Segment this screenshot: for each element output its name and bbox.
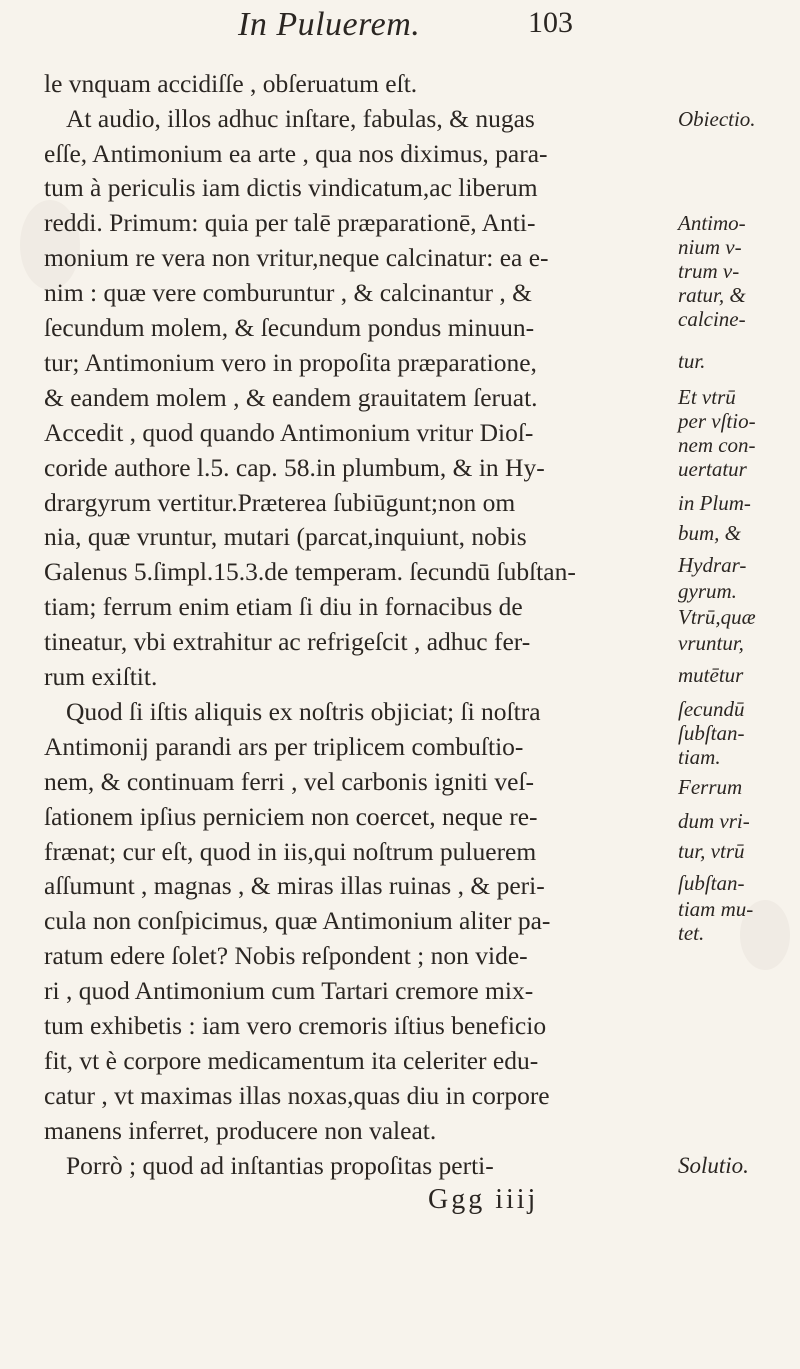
- text-line: catur , vt maximas illas noxas,quas diu in corpore: [44, 1081, 550, 1110]
- margin-note: Et vtrū: [678, 385, 736, 409]
- text-line: nem, & continuam ferri , vel carbonis igniti veſ-: [44, 767, 535, 796]
- text-line: manens inferret, producere non valeat.: [44, 1116, 437, 1145]
- margin-note: nium v-: [678, 235, 742, 259]
- text-line: ſecundum molem, & ſecundum pondus minuun-: [44, 313, 535, 342]
- margin-note: nem con-: [678, 433, 756, 457]
- margin-note: Antimo-: [678, 211, 746, 235]
- margin-note: Ferrum: [678, 775, 743, 799]
- text-line: Porrò ; quod ad inſtantias propoſitas perti-: [66, 1151, 494, 1180]
- text-line: tur; Antimonium vero in propoſita præparatione,: [44, 348, 537, 377]
- text-line: drargyrum vertitur.Præterea ſubiūgunt;non om: [44, 488, 516, 517]
- margin-note: tiam mu-: [678, 897, 754, 921]
- text-line: reddi. Primum: quia per talē præparationē, Anti-: [44, 208, 536, 237]
- text-line: Galenus 5.ſimpl.15.3.de temperam. ſecundū ſubſtan-: [44, 557, 576, 586]
- margin-note: uertatur: [678, 457, 747, 481]
- text-line: tum à periculis iam dictis vindicatum,ac liberum: [44, 173, 538, 202]
- margin-note: tiam.: [678, 745, 721, 769]
- text-line: ratum edere ſolet? Nobis reſpondent ; non vide-: [44, 941, 528, 970]
- margin-note: tur, vtrū: [678, 839, 745, 863]
- text-line: ri , quod Antimonium cum Tartari cremore mix-: [44, 976, 534, 1005]
- margin-note: ſecundū: [678, 697, 745, 721]
- margin-note: tet.: [678, 921, 705, 945]
- text-line: nia, quæ vruntur, mutari (parcat,inquiunt, nobis: [44, 522, 527, 551]
- margin-note: mutētur: [678, 663, 744, 687]
- margin-note: ſubſtan-: [678, 871, 745, 895]
- text-line: tum exhibetis : iam vero cremoris iſtius beneficio: [44, 1011, 547, 1040]
- text-line: eſſe, Antimonium ea arte , qua nos diximus, para-: [44, 139, 548, 168]
- margin-note: vruntur,: [678, 631, 744, 655]
- margin-note: Hydrar-: [678, 553, 747, 577]
- text-line: Accedit , quod quando Antimonium vritur Dioſ-: [44, 418, 534, 447]
- text-line: rum exiſtit.: [44, 662, 158, 691]
- text-line: coride authore l.5. cap. 58.in plumbum, & in Hy-: [44, 453, 545, 482]
- margin-note: per vſtio-: [678, 409, 756, 433]
- margin-note: Obiectio.: [678, 107, 756, 131]
- margin-note: tur.: [678, 349, 706, 373]
- catchword: Solutio.: [678, 1153, 749, 1178]
- margin-note: bum, &: [678, 521, 741, 545]
- margin-note: gyrum.: [678, 579, 737, 603]
- margin-note: ſubſtan-: [678, 721, 745, 745]
- text-line: aſſumunt , magnas , & miras illas ruinas , & peri-: [44, 871, 545, 900]
- text-line: tineatur, vbi extrahitur ac refrigeſcit , adhuc fer-: [44, 627, 531, 656]
- text-line: tiam; ferrum enim etiam ſi diu in fornacibus de: [44, 592, 523, 621]
- margin-note: Vtrū,quæ: [678, 605, 756, 629]
- text-line: frænat; cur eſt, quod in iis,qui noſtrum puluerem: [44, 837, 537, 866]
- margin-note: dum vri-: [678, 809, 750, 833]
- margin-note: trum v-: [678, 259, 740, 283]
- margin-note: in Plum-: [678, 491, 751, 515]
- margin-note: calcine-: [678, 307, 746, 331]
- text-line: fit, vt è corpore medicamentum ita celeriter edu-: [44, 1046, 539, 1075]
- text-line: monium re vera non vritur,neque calcinatur: ea e-: [44, 243, 549, 272]
- text-line: & eandem molem , & eandem grauitatem ſeruat.: [44, 383, 538, 412]
- text-line: At audio, illos adhuc inſtare, fabulas, & nugas: [66, 104, 535, 133]
- text-line: nim : quæ vere comburuntur , & calcinantur , &: [44, 278, 532, 307]
- page-number: 103: [528, 6, 573, 39]
- running-head: In Puluerem.: [238, 6, 421, 43]
- text-line: cula non conſpicimus, quæ Antimonium aliter pa-: [44, 906, 551, 935]
- text-line: le vnquam accidiſſe , obſeruatum eſt.: [44, 69, 418, 98]
- margin-note: ratur, &: [678, 283, 746, 307]
- text-line: ſationem ipſius perniciem non coercet, neque re-: [44, 802, 538, 831]
- signature-mark: Ggg iiij: [428, 1184, 539, 1215]
- text-line: Antimonij parandi ars per triplicem combuſtio-: [44, 732, 524, 761]
- text-line: Quod ſi iſtis aliquis ex noſtris objiciat; ſi noſtra: [66, 697, 541, 726]
